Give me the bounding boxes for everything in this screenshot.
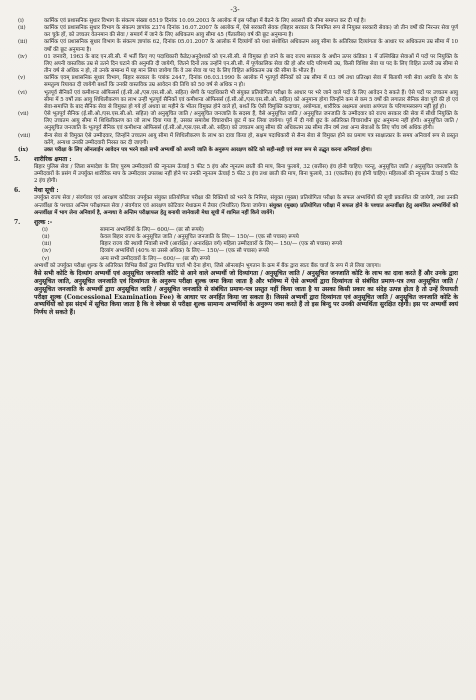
fee-marker: (v) [42, 255, 50, 262]
list-item [12, 54, 458, 75]
list-item [12, 75, 458, 89]
list-item [12, 90, 458, 111]
list-text: 01 जनवरी, 1963 के बाद एन.सी.सी. में भर्ती किए गए पदाधिकारी कैडेट/अनुदेशकों को एन.सी.सी. से विमुक्त हो जाने के बाद राज्य सरकार के अधीन ऊपर कंडिका 1 में उल्लिखित सेवाओं में पदों पर नियुक्ति के लिए अपनी वास्तविक उम्र से उतने दिन घटाने की अनुमति दी जायेगी, जितने दिनों तक उन्होंने एन.सी.सी. में पूर्णकालिक सेवा की हो और यदि परिणामी उम्र, किसी विशिष्ट सेवा या पद के लिए विहित ऊपरी उम्र सीमा से तीन वर्ष से अधिक न हो, तो उनके सम्बन्ध में यह मान लिया जायेगा कि वे उस सेवा या पद के लिए विहित अधिकतम उम्र की सीमा के भीतर हैं। [44, 53, 458, 75]
list-marker: (iv) [18, 53, 27, 60]
section-title: मेधा सूची : [34, 187, 59, 195]
list-marker: (i) [18, 18, 24, 24]
section-title: शारीरिक क्षमता : [34, 155, 72, 163]
fee-note: अभ्यर्थी को उपर्युक्त परीक्षा शुल्क के अतिरिक्त विभिन्न बैंकों द्वारा निर्धारित चार्ज भी देना होगा, जिसे ऑनलाईन भुगतान के क्रम में बैंक द्वारा स्वतः बैंक चार्ज के रूप में ले लिया जाएगा। [34, 262, 381, 269]
list-item [12, 39, 458, 53]
list-marker: (vii) [18, 111, 29, 118]
section-heading-physical [12, 156, 458, 164]
list-marker: (ix) [18, 146, 29, 153]
fee-marker: (iii) [42, 241, 52, 248]
fee-marker: (i) [42, 226, 48, 233]
fee-text: अन्य सभी उम्मीदवारों के लिए— 600/— (छः सौ) रूपये [100, 255, 210, 262]
fee-item [12, 227, 458, 234]
section-number: 5. [14, 155, 21, 163]
fee-text: केवल बिहार राज्य के अनुसूचित जाति / अनुसूचित जनजाति के लिए— 150/— (एक सौ पचास) रूपये [100, 234, 299, 241]
section-number: 7. [14, 218, 21, 226]
section-heading-fee [12, 219, 458, 227]
fee-item [12, 248, 458, 255]
list-item-bold [12, 147, 458, 154]
fee-text: बिहार राज्य की स्थायी निवासी सभी (आरक्षित / अनारक्षित वर्ग) महिला उम्मीदवारों के लिए— 150/— (एक सौ पचास) रूपये [100, 241, 343, 248]
page-number: -3- [230, 6, 240, 14]
list-text: उक्त परीक्षा के लिए ऑनलाईन आवेदन पत्र भरने वाले सभी अभ्यर्थी को अपनी जाति के अनुरूप आरक्षण कोटि को सही-सही एवं स्पष्ट रूप से उद्धृत करना अनिवार्य होगा। [44, 146, 372, 153]
list-marker: (iii) [18, 39, 28, 46]
section-paragraph-merit-list [12, 195, 458, 216]
merit-bold-text: संयुक्त (मुख्य) प्रतियोगिता परीक्षा में सफल होने के पश्चात अन्तर्वीक्षा हेतु आमंत्रित अभ्यर्थियों को अन्तर्वीक्षा में भाग लेना अनिवार्य है, अन्यथा वे अन्तिम परीक्षाफल हेतु बनायी जानेवाली मेधा सूची में शामिल नहीं किये जायेंगे। [34, 202, 458, 216]
list-marker: (vi) [18, 89, 27, 96]
list-text: कार्मिक एवं प्रशासनिक सुधार विभाग के संकल्प ज्ञापांक 2374 दिनांक 16.07.2007 के आलोक में, ऐसे सरकारी सेवक (बिहार सरकार के नियमित रूप से नियुक्त सरकारी सेवक) जो तीन वर्षों की निरन्तर सेवा पूर्ण कर चुके हों, को उच्चतर वेतनमान की सेवा / समवर्ग में जाने के लिए अधिकतम आयु सीमा 45 (पैंतालीस) वर्ष की छूट अनुमान्य है। [44, 25, 458, 39]
list-item [12, 25, 458, 39]
fee-marker: (ii) [42, 234, 50, 241]
list-text: सैन्य सेवा से विमुक्त ऐसे उम्मीदवार, जिन्होंने उच्चतम आयु सीमा में शिथिलीकरण के लाभ का दावा किया हो, सक्षम पदाधिकारी से सैन्य सेवा से विमुक्त होने का प्रमाण पत्र साक्षात्कार के समय अनिवार्य रूप से प्रस्तुत करेंगे, अन्यथा उनकी उम्मीदवारी निरस्त कर दी जाएगी। [44, 132, 458, 146]
list-item [12, 133, 458, 147]
list-text: कार्मिक एवं प्रशासनिक सुधार विभाग के संकल्प संख्या 6519 दिनांक 10.09.2003 के आलोक में इस परीक्षा में बैठने के लिए अवसरों की सीमा समाप्त कर दी गई है। [44, 18, 366, 24]
list-marker: (v) [18, 75, 26, 82]
list-marker: (ii) [18, 25, 26, 32]
list-text: ऐसे भूतपूर्व सैनिक (ई.सी.ओ./एस.एस.सी.ओ. सहित) जो अनुसूचित जाति / अनुसूचित जनजाति के सदस्य हैं, वैसे अनुसूचित जाति / अनुसूचित जनजाति के उम्मीदवार को राज्य सरकार की सेवा में सीधी नियुक्ति के लिए उच्चतम आयु सीमा में शिथिलीकरण का जो लाभ दिया गया है, उसका समावेश विचाराधीन छूट में कर लिया जायेगा। पूर्व में दी गयी छूट के अतिरिक्त विचाराधीन छूट अनुमान्य नहीं होगी। अनुसूचित जाति / अनुसूचित जनजाति के भूतपूर्व सैनिक एवं कमीशन्ड ऑफिसर्स (ई.सी.ओ./एस.एस.सी.ओ. सहित) को उच्चतम आयु सीमा की अधिकतम उम्र सीमा तीन वर्ष तथा अन्य सेवाओं के लिए पाँच वर्ष अधिक होगी। [44, 111, 458, 132]
fee-bold-note: वैसे सभी कोटि के दिव्यांग अभ्यर्थी एवं अनुसूचित जनजाति कोटि से आने वाले अभ्यर्थी जो दिव्यांगता / अनुसूचित जाति / अनुसूचित जनजाति कोटि के लाभ का दावा करते हैं और उनके द्वारा अनुसूचित जाति, अनुसूचित जनजाति एवं दिव्यांगता के अनुरूप परीक्षा शुल्क जमा किया जाता है और भविष्य में ऐसे अभ्यर्थी द्वारा दिव्यांगता से संबंधित प्रमाण-पत्र तथा अनुसूचित जाति / अनुसूचित जनजाति के अभ्यर्थी द्वारा अनुसूचित जाति / अनुसूचित जनजाति से संबंधित प्रमाण-पत्र प्रस्तुत नहीं किया जाता है या उसका किसी प्रकार का संदेह उत्पन्न होता है तो उन्हें रियायती परीक्षा शुल्क (Concessional Examination Fee) के आधार पर अनर्हित किया जा सकता है। जिससे अभ्यर्थी द्वारा दिव्यांगता एवं अनुसूचित जाति / अनुसूचित जनजाति कोटि के अभ्यर्थियों को इस संदर्भ में सूचित किया जाता है कि वे स्वेच्छा से परीक्षा शुल्क सामान्य अभ्यर्थियों के अनुरूप जमा करते हैं तो इस बिन्दु पर उनकी अभ्यर्थिता सुरक्षित रहेगी। इस पर अभ्यर्थी स्वयं निर्णय ले सकते हैं। [34, 269, 458, 317]
section-number: 6. [14, 187, 21, 195]
list-text: कार्मिक एवं प्रशासनिक सुधार विभाग के संकल्प ज्ञापांक 62, दिनांक 05.01.2007 के आलोक में दिव्यांगों को यथा संशोधित अधिकतम आयु सीमा के अतिरिक्त दिव्यांगता के आधार पर अधिकतम उम्र सीमा में 10 वर्षों की छूट अनुमान्य है। [44, 39, 458, 53]
fee-item [12, 256, 458, 263]
fee-marker: (iv) [42, 248, 51, 255]
list-item [12, 111, 458, 132]
list-text: कार्मिक एवम् प्रशासनिक सुधार विभाग, बिहार सरकार के पत्रांक 2447, दिनांक 06.03.1990 के आलोक में भूतपूर्व सैनिकों को उम्र सीमा में 03 वर्ष तथा प्रतिरक्षा सेवा में बितायी गयी सेवा अवधि के योग के समतुल्य रियायत दी जायेगी बशर्ते कि उनकी वास्तविक उम्र आवेदन की तिथि को 50 वर्ष से अधिक न हो। [44, 75, 458, 89]
section-paragraph-physical: बिहार पुलिस सेवा / जिला समादेष्टा के लिए पुरुष उम्मीदवारों की न्यूनतम ऊँचाई 5 फीट 5 इंच और न्यूनतम छाती की माप, बिना फुलाये, 32 (बत्तीस) इंच होनी चाहिए। परन्तु, अनुसूचित जाति / अनुसूचित जनजाति के उम्मीदवारों के प्रसंग में उपर्युक्त शारीरिक माप के उम्मीदवार उपलब्ध नहीं होने पर उनकी न्यूनतम ऊँचाई 5 फीट 3 इंच तथा छाती की माप, बिना फुलाये, 31 (एकतीस) इंच होनी चाहिए। महिलाओं की न्यूनतम ऊँचाई 5 फीट 2 इंच होगी। [34, 163, 458, 185]
list-marker: (viii) [18, 132, 31, 139]
fee-text: सामान्य अभ्यर्थियों के लिए— 600/— (छः सौ रूपये) [100, 226, 204, 233]
section-title: शुल्क :- [34, 218, 53, 226]
list-text: भूतपूर्व सैनिकों एवं कमीशन्ड ऑफिसर्स (ई.सी.ओ./एस.एस.सी.ओ. सहित) श्रेणी के पदाधिकारी भी संयुक्त प्रतियोगिता परीक्षा के आधार पर भरे जाने वाले पदों के लिए आवेदन दे सकते हैं। ऐसे पदों पर उच्चतम आयु सीमा में 5 वर्षों तक आयु शिथिलीकरण का लाभ उन्हीं भूतपूर्व सैनिकों एवं कमीशन्ड ऑफिसर्स (ई.सी.ओ./एस.एस.सी.ओ. सहित) को अनुमान्य होगा जिन्होंने कम से कम 5 वर्षों की लगातार सैनिक सेवा पूरी की हो एवं सेवा-समाप्ति के बाद सैनिक सेवा से विमुक्त हो गये हों अथवा छः महीने के भीतर विमुक्त होने वाले हों, बशर्ते कि ऐसी विमुक्ति कदाचार, अयोग्यता, शारीरिक अक्षमता अथवा अपंगता के परिणामस्वरूप नहीं हुई हो। [44, 89, 458, 110]
fee-text: दिव्यांग अभ्यर्थियों (40% या उससे अधिक) के लिए— 150/— (एक सौ पचास) रूपये [100, 248, 269, 255]
merit-text: उपर्युक्त राज्य सेवा / संवर्गवार एवं आरक्षण कोटिवार उपर्युक्त संयुक्त प्रतियोगिता परीक्षा की रिक्तियों को भरने के निमित्त, संयुक्त (मुख्य) प्रतियोगिता परीक्षा के सफल अभ्यर्थियों की सूची प्रकाशित की जायेगी, तथा उनकी अन्तर्वीक्षा के पश्चात अन्तिम परीक्षाफल सेवा / संवर्गवार एवं आरक्षण कोटिवार मेधाक्रम में तैयार (निर्धारित) किया जायेगा। [34, 195, 458, 209]
